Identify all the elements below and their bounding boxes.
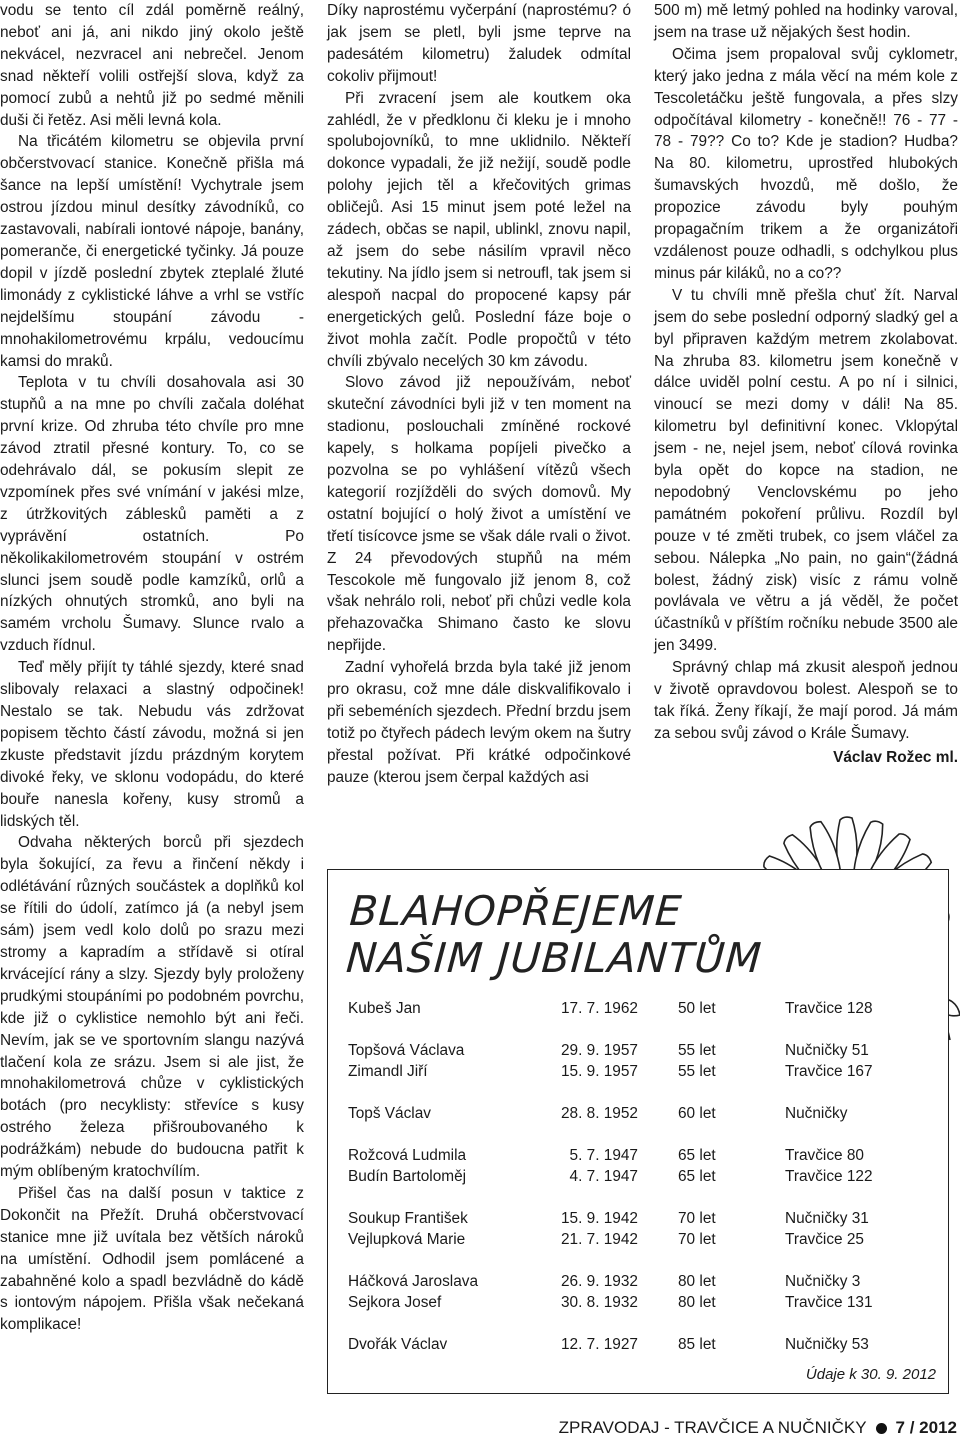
jubilee-age: 80 let: [678, 1273, 716, 1290]
jubilee-date: 17. 7. 1962: [560, 1000, 638, 1017]
jubilee-place: Travčice 122: [785, 1168, 873, 1185]
jubilee-name: Kubeš Jan: [348, 1000, 421, 1017]
page-footer: [537, 1417, 957, 1439]
jubilee-place: Nučničky: [785, 1105, 848, 1122]
jubilee-age: 80 let: [678, 1294, 716, 1311]
jubilee-age: 70 let: [678, 1210, 716, 1227]
jubilee-place: Travčice 128: [785, 1000, 873, 1017]
paragraph: Díky naprostému vyčerpání (naprostému? ó jak jsem se pletl, byli jsme teprve na padesátém kilometru) žaludek odmítal cokoliv přijmout!: [327, 2, 631, 85]
paragraph: V tu chvíli mně přešla chuť žít. Narval jsem do sebe poslední odporný sladký gel a byl připraven každým metrem zkolabovat. Na zhruba 83. kilometru jsem konečně v dálce uviděl polní cestu. A po ní i silnici, vinoucí se mezi domy v dáli! Na 85. kilometru byl definitivní konec. Vklopýtal jsem - ne, nejel jsem, neboť cílová rovinka byla opět do kopce na stadion, ne nepodobný Venclovskému po jeho památném pokoření průlivu. Rozdíl byl pouze v té změti trubek, co jsem vláčel za sebou. Nálepka „No pain, no gain“(žádná bolest, žádný zisk) visíc z rámu volně povlávala ve větru a já věděl, že počet účastníků v příštím ročníku nebude 3500 ale jen 3499.: [654, 286, 958, 655]
jubilee-age: 85 let: [678, 1336, 716, 1353]
jubilee-date: 15. 9. 1957: [560, 1063, 638, 1080]
footer-issue: 7 / 2012: [895, 1418, 957, 1437]
jubilee-title: [345, 888, 772, 982]
jubilee-row: [348, 998, 948, 1020]
jubilee-age: 65 let: [678, 1147, 716, 1164]
jubilee-date: 30. 8. 1932: [560, 1294, 638, 1311]
paragraph: Při zvracení jsem ale koutkem oka zahlédl, že v předklonu či kleku je i mnoho spolubojovníků, to mne uklidnilo. Někteří dokonce vypadali, že již nežijí, soudě podle polohy jejich těl a křečovitých grimas obličejů. Asi 15 minut jsem poté ležel na zádech, občas se napil, ublinkl, znovu napil, až jsem do sebe násilím vpravil něco tekutiny. Na jídlo jsem si netroufl, tak jsem si alespoň nacpal do propocené kapsy pár energetických gelů. Poslední fáze boje o život mohla začít. Podle propočtů v této chvíli zbývalo necelých 30 km závodu.: [327, 89, 631, 370]
footer-publication: ZPRAVODAJ - TRAVČICE A NUČNIČKY: [558, 1418, 867, 1437]
jubilee-name: Sejkora Josef: [348, 1294, 442, 1311]
jubilee-place: Travčice 80: [785, 1147, 864, 1164]
jubilee-place: Nučničky 31: [785, 1210, 869, 1227]
jubilee-place: Travčice 167: [785, 1063, 873, 1080]
jubilee-age: 60 let: [678, 1105, 716, 1122]
paragraph: Slovo závod již nepoužívám, neboť skuteční závodníci byli již v ten moment na stadionu, poslouchali zmíněné rockové kapely, s holkama popíjeli pivečko a pozvolna se po vyhlášení vítězů všech kategorií rozjížděli do svých domovů. My ostatní bojující o holý život a umístění ve třetí tisícovce jsme se však dále rvali o život. Z 24 převodových stupňů na mém Tescokole mě fungovalo již jenom 8, což však nehrálo roli, neboť při chůzi vedle kola přehazovačka Shimano často ke slovu nepřijde.: [327, 374, 631, 655]
jubilee-row: [348, 1271, 948, 1293]
jubilee-place: Nučničky 51: [785, 1042, 869, 1059]
jubilee-name: Soukup František: [348, 1210, 468, 1227]
jubilee-row: [348, 1292, 948, 1314]
jubilee-row: [348, 1103, 948, 1125]
jubilee-age: 55 let: [678, 1063, 716, 1080]
jubilee-row: [348, 1166, 948, 1188]
jubilee-row: [348, 1040, 948, 1062]
paragraph: Zadní vyhořelá brzda byla také již jenom pro okrasu, což mne dále diskvalifikovalo i při sebeméních sjezdech. Přední brzdu jsem totiž po čtyřech pádech levým okem na šutry přestal požívat. Při krátké odpočinkové pauze (kterou jsem čerpal každých asi: [327, 659, 631, 786]
jubilee-name: Dvořák Václav: [348, 1336, 448, 1353]
jubilee-date: 5. 7. 1947: [569, 1147, 638, 1164]
paragraph: Správný chlap má zkusit alespoň jednou v životě opravdovou bolest. Alespoň se to tak říká. Ženy říkají, že mají porod. Já mám za sebou svůj závod o Krále Šumavy.: [654, 659, 958, 742]
jubilee-place: Nučničky 53: [785, 1336, 869, 1353]
article-column-3: [654, 0, 958, 769]
bullet-dot-icon: [876, 1423, 887, 1434]
jubilee-name: Háčková Jaroslava: [348, 1273, 479, 1290]
jubilee-place: Nučničky 3: [785, 1273, 861, 1290]
jubilee-age: 55 let: [678, 1042, 716, 1059]
paragraph: Teď měly přijít ty táhlé sjezdy, které snad slibovaly relaxaci a slastný odpočinek! Nestalo se tak. Nebudu vás zdržovat popisem těchto částí závodu, možná si jen zkuste představit jízdu prázdným korytem divoké řeky, ve sklonu vodopádu, do které bouře nanesla kořeny, kusy stromů a lidských těl.: [0, 659, 304, 830]
jubilee-row: [348, 1229, 948, 1251]
jubilee-name: Zimandl Jiří: [348, 1063, 428, 1080]
jubilee-name: Topš Václav: [348, 1105, 431, 1122]
jubilee-name: Budín Bartoloměj: [348, 1168, 467, 1185]
jubilee-box: [327, 869, 949, 1394]
article-author: Václav Rožec ml.: [833, 748, 958, 766]
jubilee-note: Údaje k 30. 9. 2012: [805, 1366, 936, 1383]
jubilee-date: 12. 7. 1927: [560, 1336, 638, 1353]
jubilee-date: 29. 9. 1957: [560, 1042, 638, 1059]
paragraph: vodu se tento cíl zdál poměrně reálný, neboť ani já, ani nikdo jiný okolo ještě nekvácel, nezvracel ani nebrečel. Jenom snad někteří volili ostřejší slova, když za pomocí zubů a nehtů již po sedmé měnili duši či řetěz. Asi měli levná kola.: [0, 2, 304, 129]
jubilee-name: Vejlupková Marie: [348, 1231, 466, 1248]
article-column-2: [327, 0, 631, 789]
paragraph: Očima jsem propaloval svůj cyklometr, který jako jedna z mála věcí na mém kole z Tescoletáčku ještě fungovala, a přes slzy odpočítával kilometry - konečně!! 76 - 77 - 78 - 79?? Co to? Kde je stadion? Hudba? Na 80. kilometru, uprostřed hlubokých šumavských hvozdů, mě došlo, že propozice závodu byly pouhým propagačním trikem a že organizátoři vzdálenost pouze odhadli, s odchylkou plus minus pár kiláků, no a co??: [654, 45, 958, 282]
jubilee-title-line: NAŠIM JUBILANTŮM: [344, 934, 764, 982]
jubilee-date: 4. 7. 1947: [569, 1168, 638, 1185]
jubilee-row: [348, 1334, 948, 1356]
jubilee-date: 28. 8. 1952: [560, 1105, 638, 1122]
jubilee-date: 21. 7. 1942: [560, 1231, 638, 1248]
paragraph: Odvaha některých borců při sjezdech byla šokující, za řevu a řinčení někdy i odlétávání různých součástek a doplňků kol se řítili do údolí, zatímco já (a nebyl jsem sám) jsem vedl kolo dolů po srazu mezi stromy a kapradím a střídavě si otíral krvácející rány a slzy. Sjezdy byly proloženy prudkými stoupáními po podobném povrchu, kde již o cyklistice nemohlo být ani řeči. Nevím, jak se ve sportovním slangu nazývá tlačení kola ze srázu. Jsem si ale jist, že mnohakilometrová chůze v cyklistických botách (pro necyklisty: střevíce s kusy ostrého železa přišroubovaného k podrážkám) nebude do budoucna patřit k mým oblíbeným kratochvílím.: [0, 834, 304, 1181]
jubilee-age: 50 let: [678, 1000, 716, 1017]
jubilee-date: 15. 9. 1942: [560, 1210, 638, 1227]
jubilee-name: Topšová Václava: [348, 1042, 465, 1059]
jubilee-row: [348, 1208, 948, 1230]
jubilee-row: [348, 1145, 948, 1167]
jubilee-place: Travčice 25: [785, 1231, 864, 1248]
jubilee-row: [348, 1061, 948, 1083]
paragraph: 500 m) mě letmý pohled na hodinky varoval, jsem na trase už nějakých šest hodin.: [654, 2, 958, 41]
paragraph: Na třicátém kilometru se objevila první občerstvovací stanice. Konečně přišla má šance na lepší umístění! Vychytrale jsem ostrou jízdou minul desítky závodníků, co zastavovali, nabírali iontové nápoje, banány, pomeranče, či energetické tyčinky. Já pouze dopil v jízdě poslední zbytek zteplalé žluté limonády z cyklistické láhve a vrhl se vstříc nejdelšímu stoupání závodu - mnohakilometrovému krpálu, vedoucímu kamsi do mraků.: [0, 133, 304, 370]
jubilee-place: Travčice 131: [785, 1294, 873, 1311]
jubilee-age: 70 let: [678, 1231, 716, 1248]
article-column-1: [0, 0, 304, 1336]
paragraph: Teplota v tu chvíli dosahovala asi 30 stupňů a na mne po chvíli začala doléhat první krize. Od zhruba této chvíle pro mne závod ztratil přesné kontury. To, co se odehrávalo dál, se pokusím slepit ze vzpomínek přes své vnímání v jakési mlze, z útržkovitých záblesků paměti a z vyprávění ostatních. Po několikakilometrovém stoupání v ostrém slunci jsem soudě podle kamzíků, orlů a nízkých ohnutých stromků, ano byli na samém vrcholu Šumavy. Slunce rvalo a vzduch řídnul.: [0, 374, 304, 655]
jubilee-title-line: BLAHOPŘEJEME: [348, 887, 684, 935]
jubilee-name: Rožcová Ludmila: [348, 1147, 467, 1164]
jubilee-date: 26. 9. 1932: [560, 1273, 638, 1290]
paragraph: Přišel čas na další posun v taktice z Dokončit na Přežít. Druhá občerstvovací stanice mne již uvítala bez větších nároků na umístění. Odhodil jsem pomlácené a zabahněné kolo a spadl bezvládně do kádě s iontovým nápojem. Přišla však nečekaná komplikace!: [0, 1184, 304, 1334]
jubilee-age: 65 let: [678, 1168, 716, 1185]
